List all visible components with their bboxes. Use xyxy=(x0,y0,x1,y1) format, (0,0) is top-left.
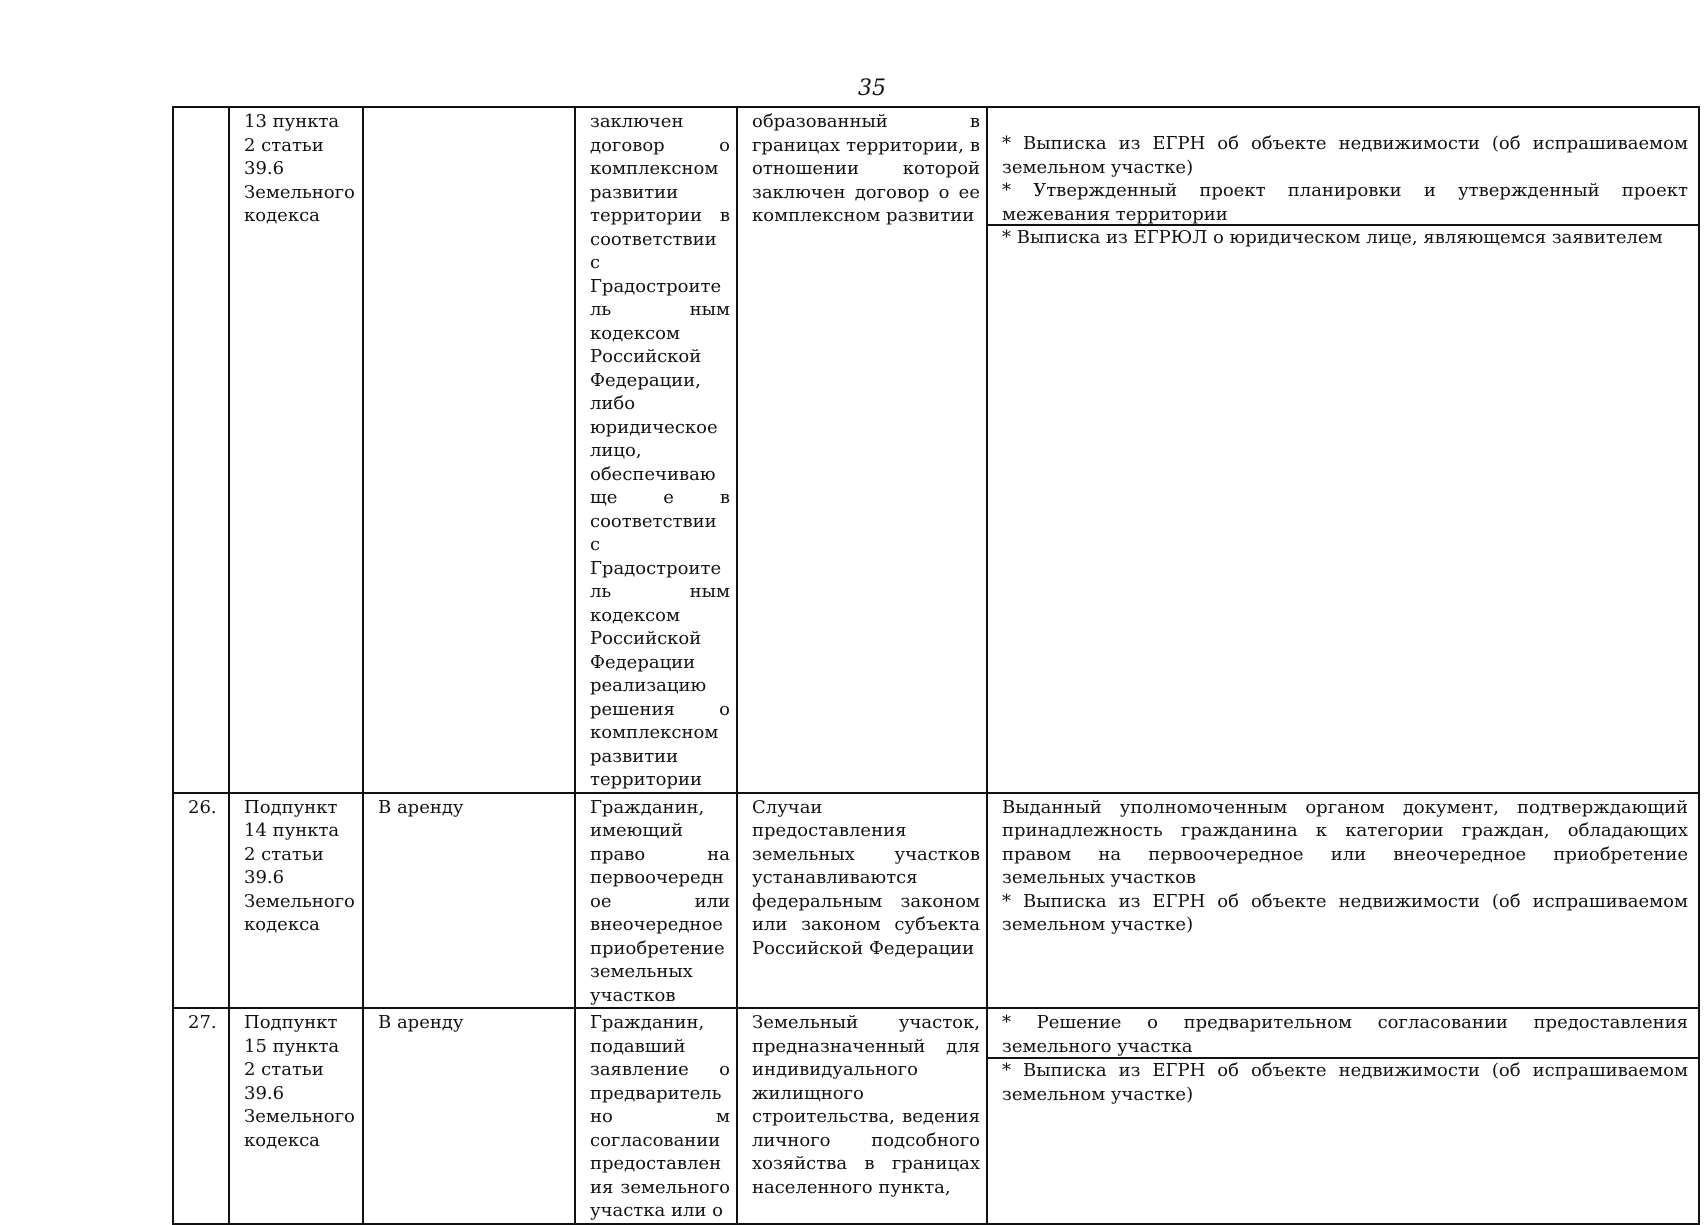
row-number-cell xyxy=(173,107,229,793)
document-item: * Выписка из ЕГРН об объекте недвижимости (об испрашиваемом земельном участке) * Утвержденный проект планировки и утвержденный проект межевания территории xyxy=(1002,133,1688,225)
page-number: 35 xyxy=(858,76,886,101)
applicant-cell: Гражданин, имеющий право на первоочередное или внеочередное приобретение земельных участков xyxy=(575,793,737,1009)
provision-type-cell: В аренду xyxy=(363,793,575,1009)
row-number-cell: 27. xyxy=(173,1008,229,1224)
required-documents-cell xyxy=(987,793,1699,1009)
land-object-cell: Случаи предоставления земельных участков устанавливаются федеральным законом или законом субъекта Российской Федерации xyxy=(737,793,987,1009)
applicant-cell: Гражданин, подавший заявление о предварительно м согласовании предоставления земельного участка или о xyxy=(575,1008,737,1224)
documents-table xyxy=(172,106,1700,1225)
required-documents-cell xyxy=(987,107,1699,793)
legal-basis-cell: Подпункт 15 пункта 2 статьи 39.6 Земельного кодекса xyxy=(229,1008,363,1224)
document-item: * Решение о предварительном согласовании предоставления земельного участка xyxy=(1002,1012,1688,1057)
legal-basis-cell: 13 пункта 2 статьи 39.6 Земельного кодекса xyxy=(229,107,363,793)
provision-type-cell xyxy=(363,107,575,793)
table-row xyxy=(173,107,1699,793)
document-item: * Выписка из ЕГРЮЛ о юридическом лице, являющемся заявителем xyxy=(988,224,1698,250)
land-object-cell: Земельный участок, предназначенный для индивидуального жилищного строительства, ведения личного подсобного хозяйства в границах населенного пункта, xyxy=(737,1008,987,1224)
table-row xyxy=(173,793,1699,1009)
applicant-cell: заключен договор о комплексном развитии территории в соответствии с Градостроитель ным кодексом Российской Федерации, либо юридическое лицо, обеспечивающе е в соответствии с Градостроитель ным кодексом Российской Федерации реализацию решения о комплексном развитии территории xyxy=(575,107,737,793)
table-row xyxy=(173,1008,1699,1224)
land-object-cell: образованный в границах территории, в отношении которой заключен договор о ее комплексном развитии xyxy=(737,107,987,793)
required-documents-cell xyxy=(987,1008,1699,1224)
row-number-cell: 26. xyxy=(173,793,229,1009)
legal-basis-cell: Подпункт 14 пункта 2 статьи 39.6 Земельного кодекса xyxy=(229,793,363,1009)
document-item: Выданный уполномоченным органом документ, подтверждающий принадлежность гражданина к категории граждан, обладающих правом на первоочередное или внеочередное приобретение земельных участков * Выписка из ЕГРН об объекте недвижимости (об испрашиваемом земельном участке) xyxy=(1002,796,1688,935)
provision-type-cell: В аренду xyxy=(363,1008,575,1224)
document-item: * Выписка из ЕГРН об объекте недвижимости (об испрашиваемом земельном участке) xyxy=(988,1057,1698,1106)
